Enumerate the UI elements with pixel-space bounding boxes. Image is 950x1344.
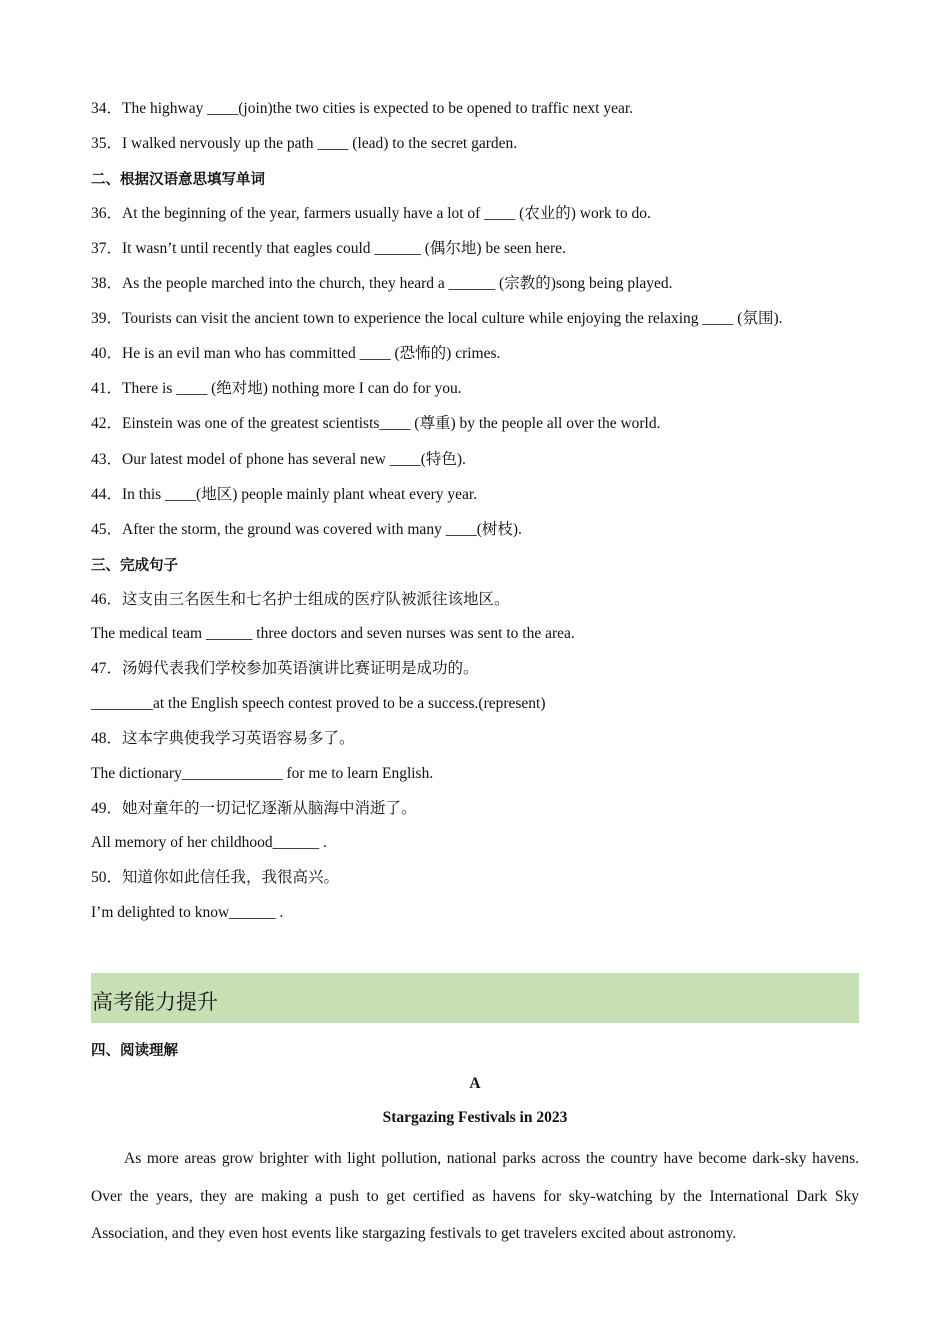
question-47-chinese: 47．汤姆代表我们学校参加英语演讲比赛证明是成功的。 xyxy=(91,660,479,677)
question-48-chinese: 48．这本字典使我学习英语容易多了。 xyxy=(91,730,355,747)
section-banner xyxy=(91,973,859,1023)
banner-title: 高考能力提升 xyxy=(92,990,218,1014)
passage-title: Stargazing Festivals in 2023 xyxy=(382,1109,568,1126)
section-3-heading: 三、完成句子 xyxy=(91,558,178,574)
question-39: 39．Tourists can visit the ancient town to experience the local culture while enjoying the relaxing ____ (氛围). xyxy=(91,310,783,327)
section-4-heading: 四、阅读理解 xyxy=(91,1043,178,1059)
question-45: 45．After the storm, the ground was covered with many ____(树枝). xyxy=(91,521,522,538)
question-49-chinese: 49．她对童年的一切记忆逐渐从脑海中消逝了。 xyxy=(91,800,417,817)
question-35: 35．I walked nervously up the path ____ (lead) to the secret garden. xyxy=(91,135,518,152)
question-36: 36．At the beginning of the year, farmers usually have a lot of ____ (农业的) work to do. xyxy=(91,205,651,222)
section-2-heading: 二、根据汉语意思填写单词 xyxy=(91,172,265,188)
question-42: 42．Einstein was one of the greatest scientists____ (尊重) by the people all over the world. xyxy=(91,415,661,432)
passage-paragraph: As more areas grow brighter with light pollution, national parks across the country have become dark-sky havens. Over the years, they are making a push to get certified as havens for sky-watching by the International Dark Sky Association, and they even host events like stargazing festivals to get travelers excited about astronomy. xyxy=(91,1150,859,1242)
question-43: 43．Our latest model of phone has several new ____(特色). xyxy=(91,451,466,468)
question-47-english: ________at the English speech contest proved to be a success.(represent) xyxy=(91,695,546,712)
question-37: 37．It wasn’t until recently that eagles could ______ (偶尔地) be seen here. xyxy=(91,240,566,257)
question-38: 38．As the people marched into the church, they heard a ______ (宗教的)song being played. xyxy=(91,275,673,292)
question-46-english: The medical team ______ three doctors and seven nurses was sent to the area. xyxy=(91,625,575,642)
passage-label: A xyxy=(469,1075,481,1092)
question-44: 44．In this ____(地区) people mainly plant wheat every year. xyxy=(91,486,478,503)
question-49-english: All memory of her childhood______ . xyxy=(91,834,327,851)
question-34: 34．The highway ____(join)the two cities is expected to be opened to traffic next year. xyxy=(91,100,634,117)
question-41: 41．There is ____ (绝对地) nothing more I can do for you. xyxy=(91,380,462,397)
question-48-english: The dictionary_____________ for me to learn English. xyxy=(91,765,434,782)
question-46-chinese: 46．这支由三名医生和七名护士组成的医疗队被派往该地区。 xyxy=(91,591,510,608)
question-40: 40．He is an evil man who has committed ____ (恐怖的) crimes. xyxy=(91,345,501,362)
question-50-chinese: 50．知道你如此信任我，我很高兴。 xyxy=(91,869,340,886)
question-50-english: I’m delighted to know______ . xyxy=(91,904,284,921)
